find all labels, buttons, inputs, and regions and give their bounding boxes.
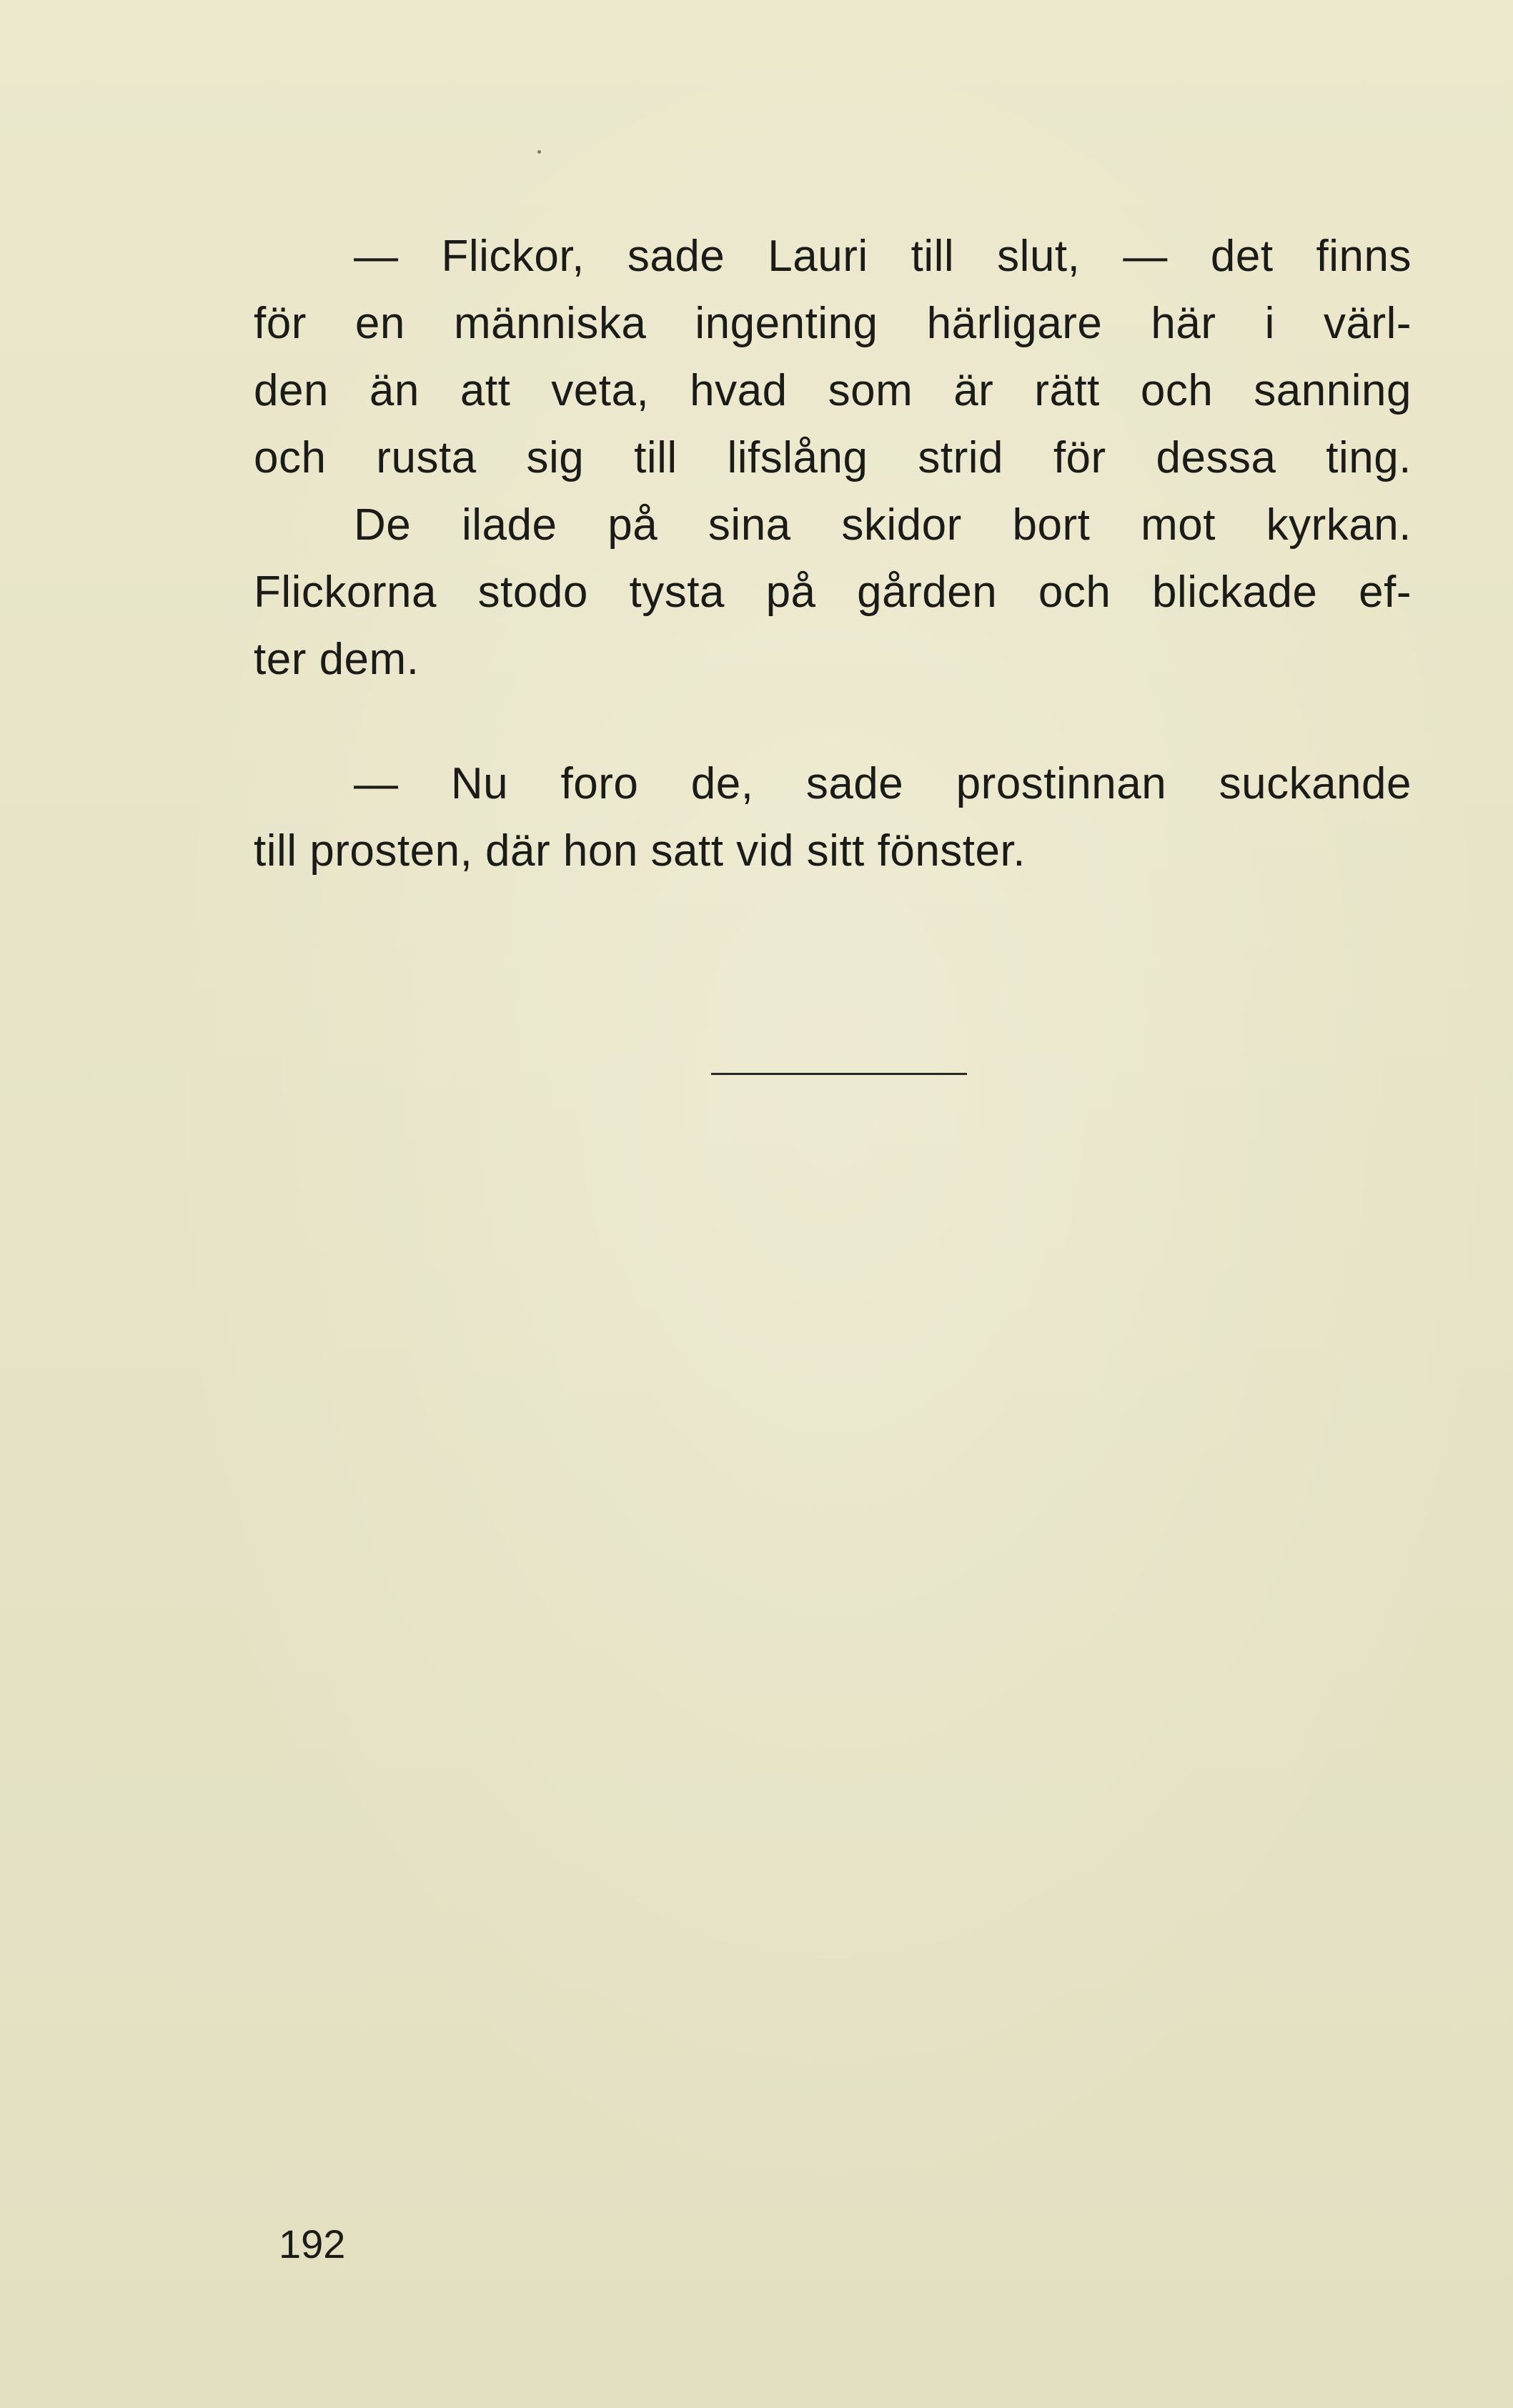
text-line: De ilade på sina skidor bort mot kyrkan. (354, 500, 1412, 550)
print-speck (537, 150, 541, 154)
text-line: och rusta sig till lifslång strid för dessa ting. (254, 433, 1412, 482)
text-line: Flickorna stodo tysta på gården och blickade ef- (254, 568, 1412, 617)
page-number: 192 (279, 2221, 346, 2266)
text-line: för en människa ingenting härligare här i värl- (254, 299, 1412, 348)
body-text (254, 223, 1412, 885)
text-line: till prosten, där hon satt vid sitt fönster. (254, 826, 1026, 876)
section-divider (711, 1073, 967, 1075)
text-line: ter dem. (254, 635, 420, 684)
paragraph-gap (254, 693, 1412, 750)
text-line: den än att veta, hvad som är rätt och sanning (254, 366, 1412, 415)
text-line: — Flickor, sade Lauri till slut, — det finns (354, 232, 1412, 281)
text-line: — Nu foro de, sade prostinnan suckande (354, 759, 1412, 808)
